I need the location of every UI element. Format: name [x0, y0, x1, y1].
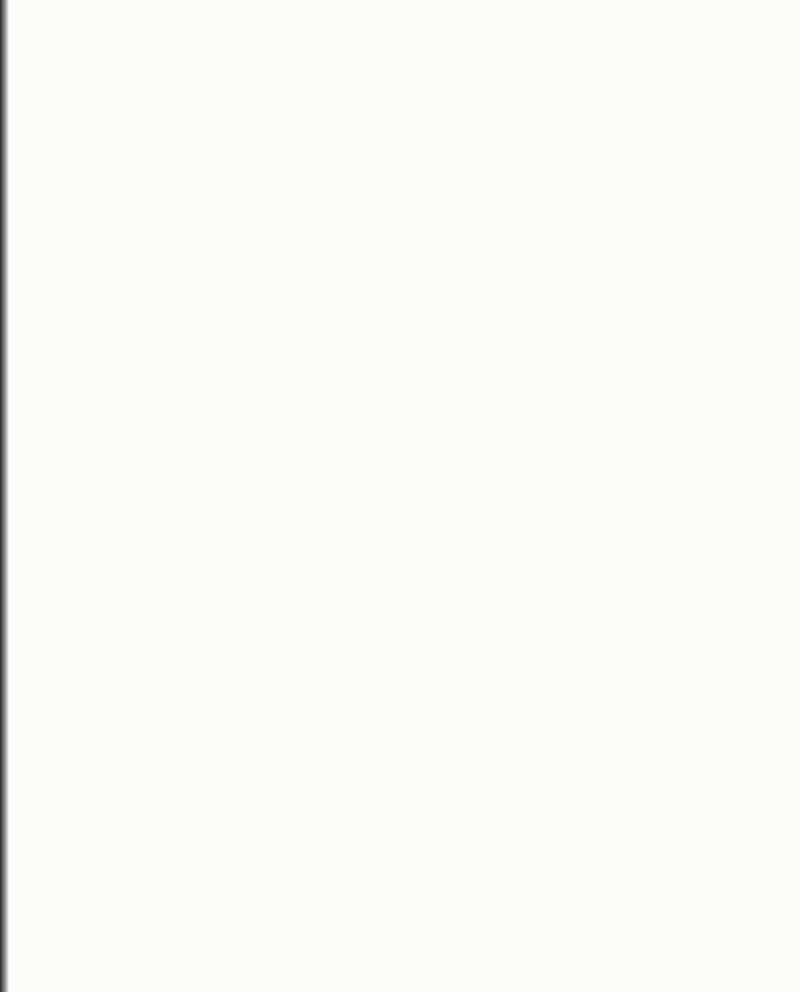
- page-gutter-shadow: [0, 0, 9, 992]
